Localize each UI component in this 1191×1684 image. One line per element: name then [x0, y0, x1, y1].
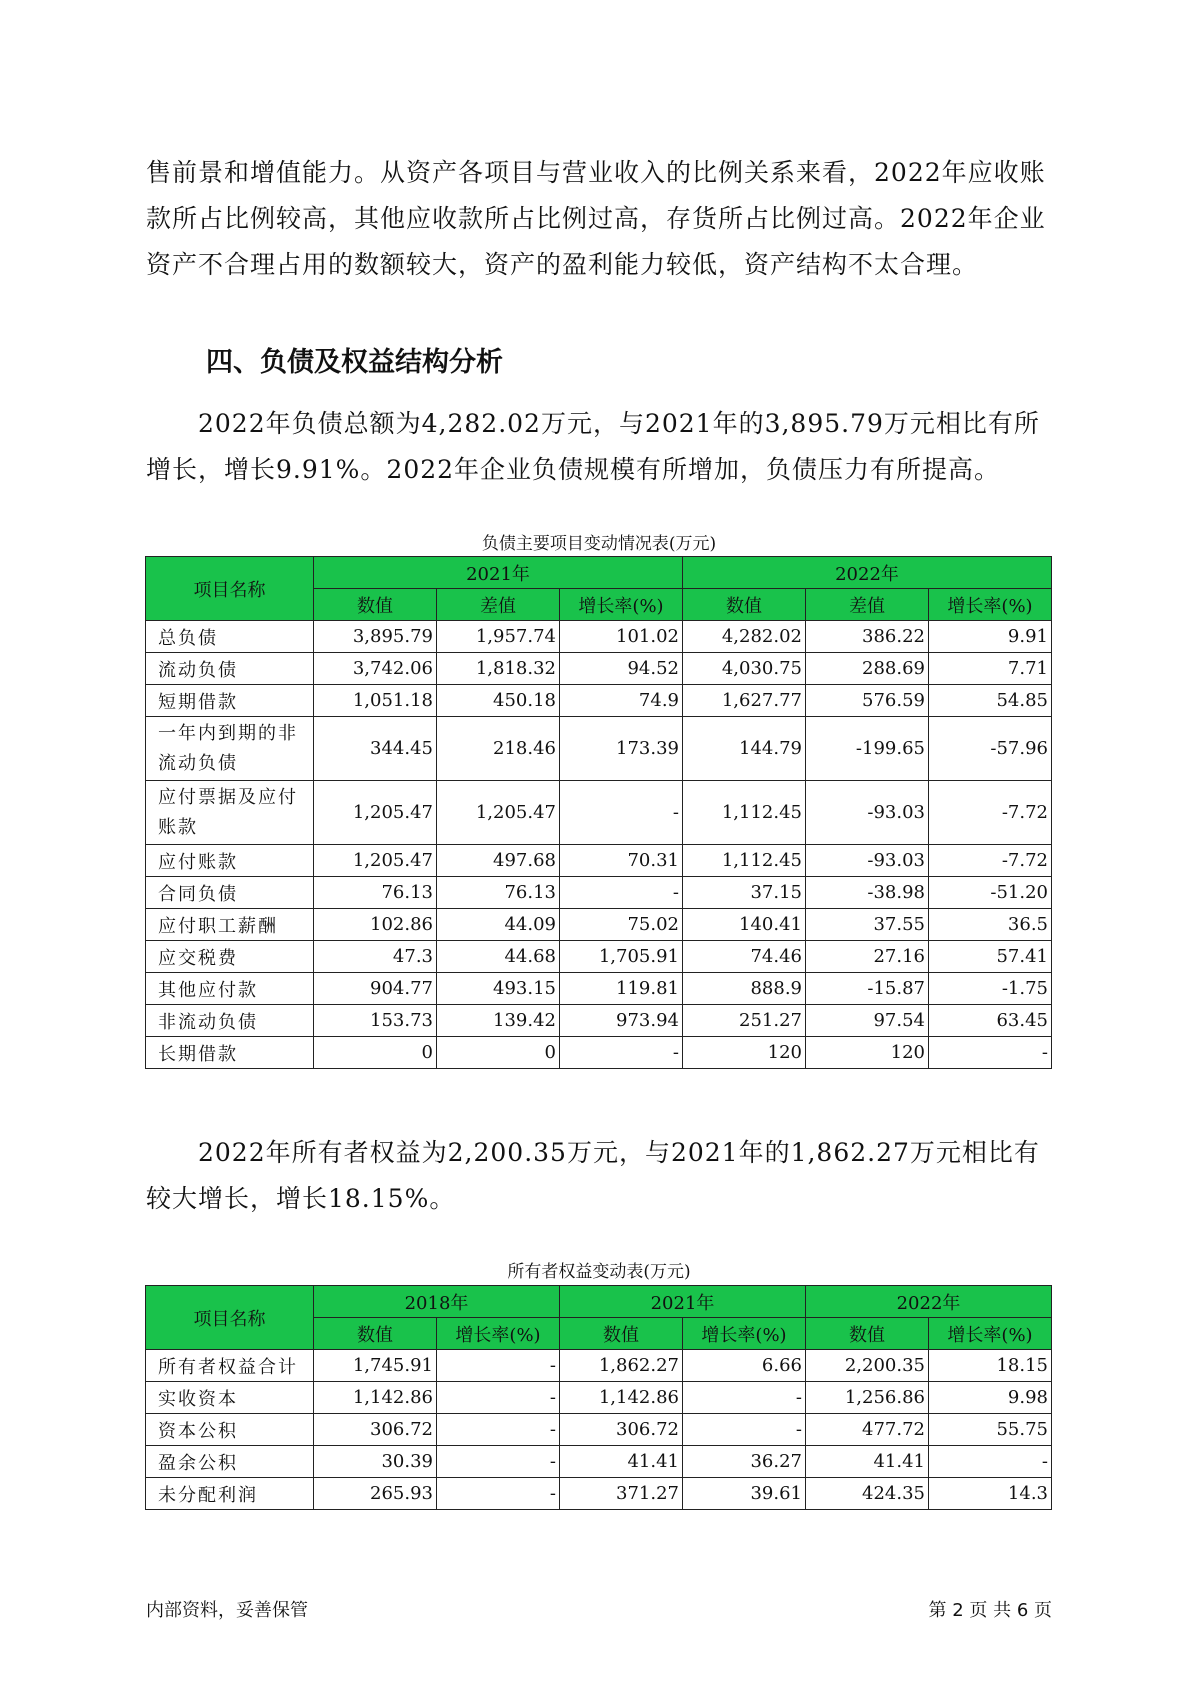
section-heading: 四、负债及权益结构分析	[206, 347, 503, 378]
row-label: 应付职工薪酬	[146, 909, 314, 941]
footer-confidential-note: 内部资料，妥善保管	[146, 1600, 308, 1621]
table-row	[146, 1446, 1052, 1478]
row-label: 实收资本	[146, 1382, 314, 1414]
table-cell: 973.94	[560, 1005, 683, 1037]
table-cell: 2,200.35	[806, 1350, 929, 1382]
table-cell: 101.02	[560, 621, 683, 653]
column-header: 数值	[314, 589, 437, 621]
row-label: 应付账款	[146, 845, 314, 877]
liability-table-caption: 负债主要项目变动情况表(万元)	[481, 534, 717, 554]
column-header-item-name: 项目名称	[146, 1286, 314, 1350]
table-cell: 41.41	[806, 1446, 929, 1478]
row-label: 合同负债	[146, 877, 314, 909]
table-cell: 27.16	[806, 941, 929, 973]
table-cell: 3,742.06	[314, 653, 437, 685]
table-cell: 1,205.47	[314, 781, 437, 845]
table-cell: 120	[806, 1037, 929, 1069]
year-header: 2022年	[683, 557, 1052, 589]
table-cell: 41.41	[560, 1446, 683, 1478]
table-cell: 37.55	[806, 909, 929, 941]
column-header: 数值	[314, 1318, 437, 1350]
table-cell: -199.65	[806, 717, 929, 781]
table-cell: -15.87	[806, 973, 929, 1005]
table-row	[146, 717, 1052, 781]
table-cell: -	[437, 1478, 560, 1510]
table-cell: 218.46	[437, 717, 560, 781]
table-cell: 140.41	[683, 909, 806, 941]
table-cell: 120	[683, 1037, 806, 1069]
table-row	[146, 909, 1052, 941]
table-cell: 1,627.77	[683, 685, 806, 717]
table-cell: 497.68	[437, 845, 560, 877]
equity-table	[145, 1285, 1052, 1510]
table-row	[146, 877, 1052, 909]
table-row	[146, 1037, 1052, 1069]
table-row	[146, 973, 1052, 1005]
table-row	[146, 1382, 1052, 1414]
page-number: 第 2 页 共 6 页	[928, 1600, 1052, 1621]
column-header: 增长率(%)	[560, 589, 683, 621]
row-label: 资本公积	[146, 1414, 314, 1446]
row-label: 总负债	[146, 621, 314, 653]
table-cell: -1.75	[929, 973, 1052, 1005]
table-cell: 1,112.45	[683, 781, 806, 845]
table-cell: 44.68	[437, 941, 560, 973]
table-cell: -	[560, 1037, 683, 1069]
table-cell: 0	[437, 1037, 560, 1069]
column-header: 增长率(%)	[929, 589, 1052, 621]
table-cell: 1,818.32	[437, 653, 560, 685]
liability-summary-paragraph: 2022年负债总额为4,282.02万元，与2021年的3,895.79万元相比有所增长，增长9.91%。2022年企业负债规模有所增加，负债压力有所提高。	[146, 409, 1040, 484]
table-cell: 36.5	[929, 909, 1052, 941]
column-header: 数值	[683, 589, 806, 621]
equity-summary-paragraph: 2022年所有者权益为2,200.35万元，与2021年的1,862.27万元相比有较大增长，增长18.15%。	[146, 1138, 1040, 1213]
table-cell: 1,256.86	[806, 1382, 929, 1414]
table-cell: 36.27	[683, 1446, 806, 1478]
table-cell: -93.03	[806, 781, 929, 845]
row-label: 流动负债	[146, 653, 314, 685]
table-row	[146, 845, 1052, 877]
column-header: 差值	[437, 589, 560, 621]
table-cell: 1,112.45	[683, 845, 806, 877]
table-cell: 9.91	[929, 621, 1052, 653]
table-cell: 63.45	[929, 1005, 1052, 1037]
table-cell: 3,895.79	[314, 621, 437, 653]
table-cell: 37.15	[683, 877, 806, 909]
table-cell: 76.13	[437, 877, 560, 909]
table-cell: -93.03	[806, 845, 929, 877]
table-cell: 493.15	[437, 973, 560, 1005]
table-row	[146, 1005, 1052, 1037]
column-header: 增长率(%)	[437, 1318, 560, 1350]
table-cell: 1,205.47	[437, 781, 560, 845]
table-cell: 139.42	[437, 1005, 560, 1037]
row-label: 其他应付款	[146, 973, 314, 1005]
table-cell: 6.66	[683, 1350, 806, 1382]
table-cell: -	[929, 1037, 1052, 1069]
table-cell: -	[929, 1446, 1052, 1478]
table-cell: 18.15	[929, 1350, 1052, 1382]
table-cell: 74.9	[560, 685, 683, 717]
row-label: 一年内到期的非流动负债	[146, 717, 314, 781]
table-cell: -	[683, 1382, 806, 1414]
table-row	[146, 1414, 1052, 1446]
table-cell: 153.73	[314, 1005, 437, 1037]
table-cell: 424.35	[806, 1478, 929, 1510]
table-cell: 1,142.86	[314, 1382, 437, 1414]
table-cell: 288.69	[806, 653, 929, 685]
table-cell: 1,705.91	[560, 941, 683, 973]
table-cell: 904.77	[314, 973, 437, 1005]
table-cell: -	[437, 1382, 560, 1414]
row-label: 长期借款	[146, 1037, 314, 1069]
table-cell: 14.3	[929, 1478, 1052, 1510]
table-cell: 97.54	[806, 1005, 929, 1037]
table-cell: -57.96	[929, 717, 1052, 781]
column-header: 增长率(%)	[683, 1318, 806, 1350]
table-cell: -	[437, 1350, 560, 1382]
row-label: 所有者权益合计	[146, 1350, 314, 1382]
table-cell: 344.45	[314, 717, 437, 781]
table-row	[146, 653, 1052, 685]
table-cell: 39.61	[683, 1478, 806, 1510]
table-cell: 55.75	[929, 1414, 1052, 1446]
table-cell: 47.3	[314, 941, 437, 973]
table-cell: -7.72	[929, 781, 1052, 845]
row-label: 非流动负债	[146, 1005, 314, 1037]
year-header: 2018年	[314, 1286, 560, 1318]
table-cell: 371.27	[560, 1478, 683, 1510]
table-cell: 119.81	[560, 973, 683, 1005]
row-label: 盈余公积	[146, 1446, 314, 1478]
column-header-item-name: 项目名称	[146, 557, 314, 621]
table-cell: 888.9	[683, 973, 806, 1005]
table-cell: 57.41	[929, 941, 1052, 973]
table-cell: -	[437, 1446, 560, 1478]
table-cell: -51.20	[929, 877, 1052, 909]
table-cell: 70.31	[560, 845, 683, 877]
row-label: 应交税费	[146, 941, 314, 973]
intro-paragraph: 售前景和增值能力。从资产各项目与营业收入的比例关系来看，2022年应收账款所占比例较高，其他应收款所占比例过高，存货所占比例过高。2022年企业资产不合理占用的数额较大，资产的盈利能力较低，资产结构不太合理。	[146, 158, 1046, 279]
table-cell: 576.59	[806, 685, 929, 717]
table-cell: 251.27	[683, 1005, 806, 1037]
table-cell: 0	[314, 1037, 437, 1069]
table-cell: 477.72	[806, 1414, 929, 1446]
table-cell: -	[560, 781, 683, 845]
row-label: 未分配利润	[146, 1478, 314, 1510]
table-cell: 94.52	[560, 653, 683, 685]
row-label: 短期借款	[146, 685, 314, 717]
table-row	[146, 1350, 1052, 1382]
table-cell: 173.39	[560, 717, 683, 781]
liability-table	[145, 556, 1052, 1069]
table-cell: 75.02	[560, 909, 683, 941]
table-cell: 7.71	[929, 653, 1052, 685]
year-header: 2021年	[560, 1286, 806, 1318]
column-header: 数值	[560, 1318, 683, 1350]
table-cell: 1,957.74	[437, 621, 560, 653]
table-row	[146, 941, 1052, 973]
table-cell: 74.46	[683, 941, 806, 973]
table-cell: 1,745.91	[314, 1350, 437, 1382]
year-header: 2021年	[314, 557, 683, 589]
table-cell: 306.72	[560, 1414, 683, 1446]
table-cell: 9.98	[929, 1382, 1052, 1414]
table-cell: 1,862.27	[560, 1350, 683, 1382]
table-cell: 102.86	[314, 909, 437, 941]
table-cell: 44.09	[437, 909, 560, 941]
table-row	[146, 781, 1052, 845]
year-header: 2022年	[806, 1286, 1052, 1318]
table-cell: -	[683, 1414, 806, 1446]
column-header: 差值	[806, 589, 929, 621]
table-row	[146, 621, 1052, 653]
table-cell: -	[437, 1414, 560, 1446]
table-cell: 1,051.18	[314, 685, 437, 717]
table-cell: 1,142.86	[560, 1382, 683, 1414]
table-cell: 4,282.02	[683, 621, 806, 653]
table-cell: 306.72	[314, 1414, 437, 1446]
table-cell: 30.39	[314, 1446, 437, 1478]
table-cell: 386.22	[806, 621, 929, 653]
table-cell: 144.79	[683, 717, 806, 781]
table-row	[146, 685, 1052, 717]
column-header: 增长率(%)	[929, 1318, 1052, 1350]
table-cell: 265.93	[314, 1478, 437, 1510]
table-cell: -	[560, 877, 683, 909]
equity-table-caption: 所有者权益变动表(万元)	[507, 1262, 691, 1282]
table-cell: -38.98	[806, 877, 929, 909]
row-label: 应付票据及应付账款	[146, 781, 314, 845]
table-cell: -7.72	[929, 845, 1052, 877]
column-header: 数值	[806, 1318, 929, 1350]
table-row	[146, 1478, 1052, 1510]
table-cell: 54.85	[929, 685, 1052, 717]
table-cell: 450.18	[437, 685, 560, 717]
table-cell: 4,030.75	[683, 653, 806, 685]
table-cell: 1,205.47	[314, 845, 437, 877]
table-cell: 76.13	[314, 877, 437, 909]
